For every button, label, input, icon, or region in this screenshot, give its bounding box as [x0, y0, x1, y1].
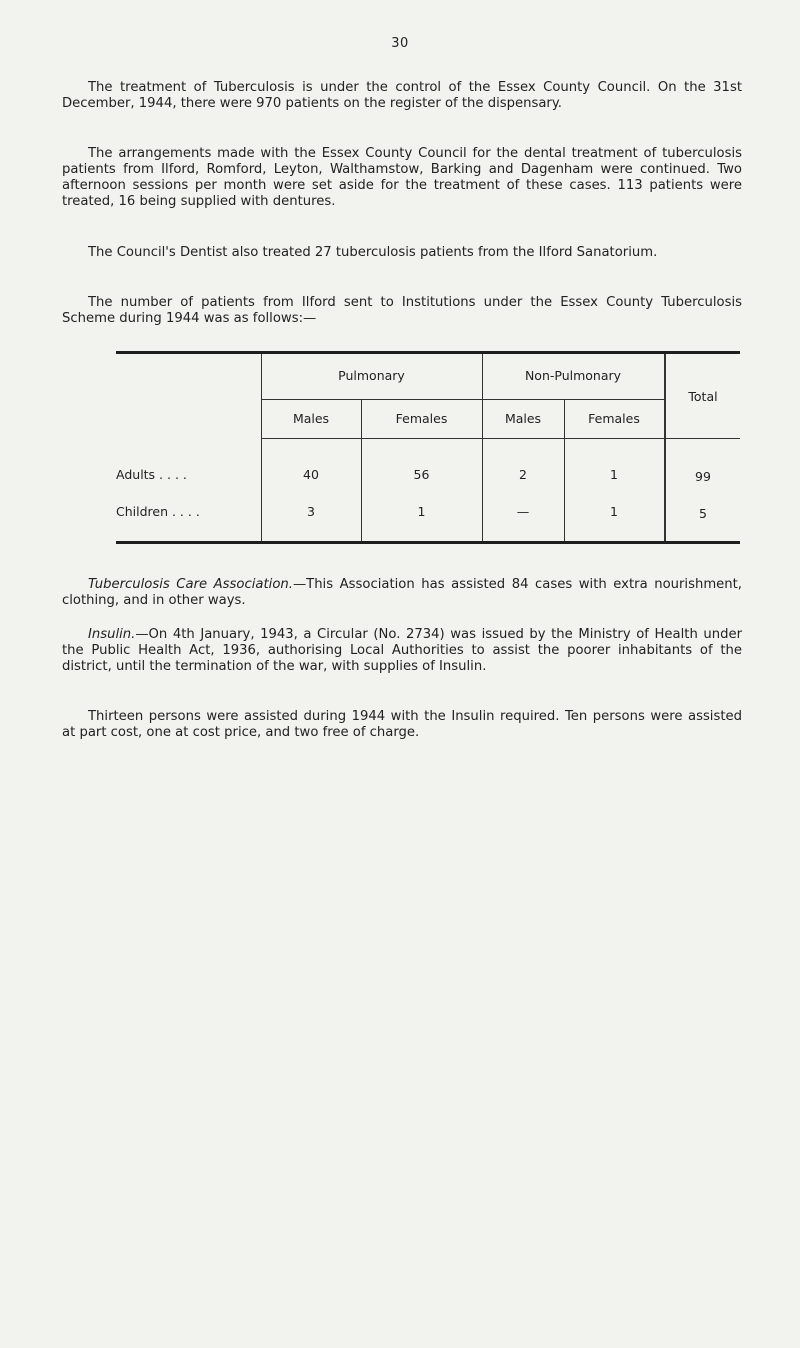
table-cell: 1	[610, 467, 618, 482]
insulin-body: —On 4th January, 1943, a Circular (No. 2734) was issued by the Ministry of Health under the Public Health Act, 1936, authorising Local Authorities to assist the poorer inhabitants of the district, until the termination of the war, with supplies of Insulin.	[62, 627, 742, 674]
table-cell: 5	[699, 506, 707, 521]
patients-table	[116, 351, 740, 544]
table-top-rule	[116, 351, 740, 354]
paragraph-tuberculosis-control: The treatment of Tuberculosis is under the control of the Essex County Council. On the 31st December, 1944, there were 970 patients on the register of the dispensary.	[62, 80, 742, 111]
header-total: Total	[688, 389, 718, 404]
subheader-pulmonary-males: Males	[292, 411, 330, 426]
header-pulmonary: Pulmonary	[338, 368, 405, 383]
table-cell: 3	[307, 504, 315, 519]
subheader-pulmonary-females: Females	[395, 411, 448, 426]
table-header-rule	[261, 438, 740, 439]
care-association-body: —This Association has assisted 84 cases with extra nourishment, clothing, and in other ways.	[62, 577, 742, 608]
paragraph-insulin-assistance: Thirteen persons were assisted during 1944 with the Insulin required. Ten persons were assisted at part cost, one at cost price, and two free of charge.	[62, 709, 742, 740]
table-cell: 40	[303, 467, 319, 482]
insulin-heading: Insulin.	[88, 627, 136, 642]
table-bottom-rule	[116, 541, 740, 544]
table-cell: —	[516, 504, 530, 519]
subheader-non-pulmonary-males: Males	[504, 411, 542, 426]
paragraph-insulin	[62, 627, 742, 675]
page-number: 30	[391, 36, 409, 51]
paragraph-care-association	[62, 577, 742, 609]
table-header-rule	[261, 399, 664, 400]
table-cell: 1	[610, 504, 618, 519]
table-cell: 2	[519, 467, 527, 482]
table-cell: 99	[695, 469, 711, 484]
table-cell: 56	[413, 467, 430, 482]
table-cell: 1	[417, 504, 426, 519]
header-non-pulmonary: Non-Pulmonary	[524, 368, 622, 383]
row-label-children: Children . . . .	[116, 504, 200, 519]
paragraph-dental-treatment: The arrangements made with the Essex County Council for the dental treatment of tuberculosis patients from Ilford, Romford, Leyton, Walthamstow, Barking and Dagenham were continued. Two afternoon sessions per month were set aside for the treatment of these cases. 113 patients were treated, 16 being supplied with dentures.	[62, 146, 742, 209]
paragraph-council-dentist: The Council's Dentist also treated 27 tuberculosis patients from the Ilford Sanatorium.	[88, 245, 658, 260]
care-association-heading: Tuberculosis Care Association.	[88, 577, 293, 592]
row-label-adults: Adults . . . .	[116, 467, 187, 482]
paragraph-institutions-intro: The number of patients from Ilford sent to Institutions under the Essex County Tuberculosis Scheme during 1944 was as follows:—	[62, 295, 742, 326]
subheader-non-pulmonary-females: Females	[588, 411, 640, 426]
